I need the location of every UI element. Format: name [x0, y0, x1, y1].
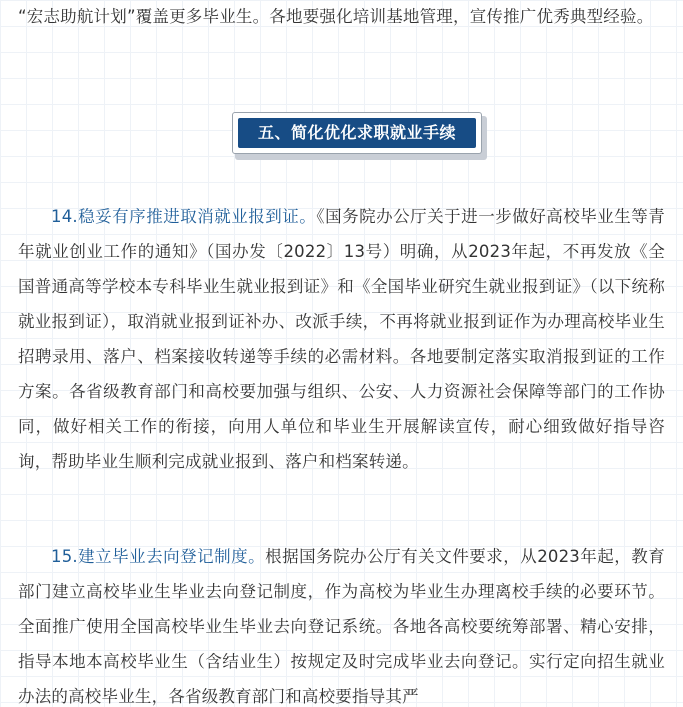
item-15-paragraph	[18, 539, 665, 707]
section-heading-label: 五、简化优化求职就业手续	[238, 118, 476, 148]
item-15-body: 根据国务院办公厅有关文件要求，从2023年起，教育部门建立高校毕业生毕业去向登记制度，作为高校为毕业生办理离校手续的必要环节。全面推广使用全国高校毕业生毕业去向登记系统。各地各高校要统筹部署、精心安排，指导本地本高校毕业生（含结业生）按规定及时完成毕业去向登记。实行定向招生就业办法的高校毕业生，各省级教育部门和高校要指导其严	[18, 547, 665, 706]
item-14-title: 14.稳妥有序推进取消就业报到证。	[51, 207, 317, 226]
section-heading	[232, 112, 488, 162]
intro-paragraph: “宏志助航计划”覆盖更多毕业生。各地要强化培训基地管理，宣传推广优秀典型经验。	[18, 7, 654, 26]
item-14-paragraph	[18, 199, 665, 479]
item-14-body: 《国务院办公厅关于进一步做好高校毕业生等青年就业创业工作的通知》（国办发〔2022〕13号）明确，从2023年起，不再发放《全国普通高等学校本专科毕业生就业报到证》和《全国毕业研究生就业报到证》（以下统称就业报到证），取消就业报到证补办、改派手续，不再将就业报到证作为办理高校毕业生招聘录用、落户、档案接收转递等手续的必需材料。各地要制定落实取消报到证的工作方案。各省级教育部门和高校要加强与组织、公安、人力资源社会保障等部门的工作协同，做好相关工作的衔接，向用人单位和毕业生开展解读宣传，耐心细致做好指导咨询，帮助毕业生顺利完成就业报到、落户和档案转递。	[18, 207, 666, 471]
item-15-title: 15.建立毕业去向登记制度。	[51, 547, 266, 566]
